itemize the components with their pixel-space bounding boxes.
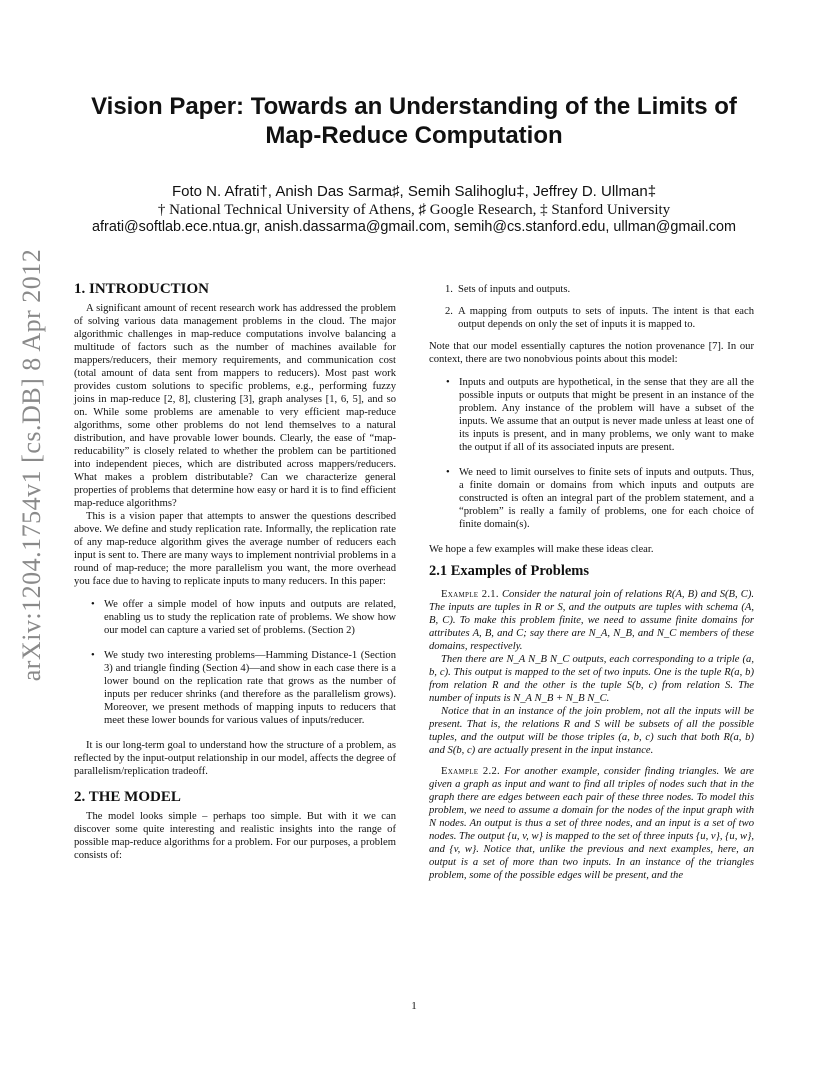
example-label: Example 2.2. [441,766,501,777]
arxiv-identifier-stamp: arXiv:1204.1754v1 [cs.DB] 8 Apr 2012 [17,248,46,682]
bullet-icon: • [91,599,95,610]
right-column [429,283,754,882]
list-item-text: We need to limit ourselves to finite sets of inputs and outputs. Thus, a finite domain or domains from which inputs and outputs are constructed is often an integral part of the problem statement, and a “problem” is really a family of problems, one for each choice of finite domain(s). [459,467,754,530]
list-item [74,598,396,637]
left-column [74,280,396,862]
list-item [74,649,396,727]
page-number: 1 [411,1000,417,1012]
list-item-text: Inputs and outputs are hypothetical, in the sense that they are all the possible inputs or outputs that might be present in an instance of the problem. Any instance of the problem will have a subset of the inputs. We assume that an output is never made unless at least one of its inputs is present, and in many problems, we only want to make the output if all of its associated inputs are present. [459,377,754,453]
list-item-text: A mapping from outputs to sets of inputs. The intent is that each output depends on only the set of inputs it is mapped to. [458,306,754,330]
model-paragraph-3: We hope a few examples will make these ideas clear. [429,544,654,555]
example-2-2 [429,765,754,882]
list-item [429,376,754,454]
model-points-list [429,376,754,531]
intro-paragraph-2: This is a vision paper that attempts to answer the questions described above. We define and study replication rate. Informally, the replication rate of any map-reduce algorithm gives the average number of reducers each input is sent to. There are many ways to implement nontrivial problems in a round of map-reduce; the more parallelism you want, the more overhead you face due to having to replicate inputs to many reducers. In this paper: [74,511,396,587]
example-label: Example 2.1. [441,589,499,600]
section-heading-model: 2. THE MODEL [74,789,181,805]
list-item [429,283,754,296]
example-2-1 [429,588,754,653]
model-paragraph-2: Note that our model essentially captures the notion provenance [7]. In our context, there are two nonobvious points about this model: [429,341,754,365]
model-paragraph-1: The model looks simple – perhaps too simple. But with it we can discover some quite interesting and realistic insights into the range of possible map-reduce algorithms for a problem. For our purposes, a problem consists of: [74,811,396,861]
example-text: For another example, consider finding triangles. We are given a graph as input and want to find all triples of nodes such that in the graph there are edges between each pair of these three nodes. To model this problem, we need to assume a domain for the nodes of the input graph with N nodes. An output is thus a set of three nodes, and an input is a set of two nodes. The output {u, v, w} is mapped to the set of three inputs {u, v}, {u, w}, and {v, w}. Notice that, unlike the previous and next examples, here, an output is a set of more than two inputs. In an instance of the triangles problem, some of the possible edges will be present, and the [429,766,754,881]
contribution-list [74,598,396,727]
problem-definition-list [429,283,754,331]
list-item [429,466,754,531]
list-item-text: We offer a simple model of how inputs and outputs are related, enabling us to study the replication rate of problems. We show how our model can capture a varied set of problems. (Section 2) [104,599,396,636]
section-heading-introduction: 1. INTRODUCTION [74,281,210,297]
bullet-icon: • [446,377,450,388]
intro-paragraph-1: A significant amount of recent research work has addressed the problem of solving various data management problems in the cloud. The major algorithmic challenges in map-reduce computations involve balancing a multitude of factors such as the number of machines available for mappers/reducers, their memory requirements, and communication cost (total amount of data sent from mappers to reducers). Most past work provides custom solutions to specific problems, e.g., performing fuzzy joins in map-reduce [2, 8], clustering [3], graph analyses [1, 6, 5], and so on. While some problems are amenable to very efficient map-reduce algorithms, some other problems do not lend themselves to a natural distribution, and have provable lower bounds. Clearly, the ease of “map-reducability” is closely related to whether the problem can be partitioned into independent pieces, which are distributed across mappers/reducers. What makes a problem distributable? Can we characterize general properties of problems that determine how easy or hard it is to find efficient map-reduce algorithms? [74,303,396,509]
list-item-text: Sets of inputs and outputs. [458,284,571,295]
example-text: Consider the natural join of relations R(A, B) and S(B, C). The inputs are tuples in R or S, and the outputs are tuples with schema (A, B, C). To make this problem finite, we need to assume finite domains for attributes A, B, and C; say there are N_A, N_B, and N_C members of these domains, respectively. [429,589,754,652]
bullet-icon: • [91,650,95,661]
author-list: Foto N. Afrati†, Anish Das Sarma♯, Semih Salihoglu‡, Jeffrey D. Ullman‡ [171,183,657,200]
author-emails: afrati@softlab.ece.ntua.gr, anish.dassarma@gmail.com, semih@cs.stanford.edu, ullman@gmail.com [92,219,736,235]
intro-paragraph-3: It is our long-term goal to understand how the structure of a problem, as reflected by the input-output relationship in our model, affects the degree of parallelism/replication tradeoff. [74,740,396,777]
example-2-1-paragraph-3: Notice that in an instance of the join problem, not all the inputs will be present. That is, the relations R and S will be subsets of all the possible tuples, and the output will be those triples (a, b, c) such that both R(a, b) and S(b, c) are actually present in the input instance. [429,706,754,756]
affiliations: † National Technical University of Athens, ♯ Google Research, ‡ Stanford University [157,202,671,218]
list-number: 2. [445,306,453,317]
bullet-icon: • [446,467,450,478]
subsection-heading-examples: 2.1 Examples of Problems [429,563,590,579]
paper-title: Vision Paper: Towards an Understanding of the Limits of Map-Reduce Computation [91,93,737,149]
list-number: 1. [445,284,453,295]
list-item [429,305,754,331]
list-item-text: We study two interesting problems—Hamming Distance-1 (Section 3) and triangle finding (Section 4)—and show in each case there is a lower bound on the replication rate that grows as the number of inputs per reducer shrinks (and therefore as the parallelism grows). Moreover, we present methods of mapping inputs to reducers that meet these lower bounds for various values of inputs/reducer. [104,650,396,726]
example-2-1-paragraph-2: Then there are N_A N_B N_C outputs, each corresponding to a triple (a, b, c). This output is mapped to the set of two inputs. One is the tuple R(a, b) from relation R and the other is the tuple S(b, c) from relation S. The number of inputs is N_A N_B + N_B N_C. [429,654,754,704]
